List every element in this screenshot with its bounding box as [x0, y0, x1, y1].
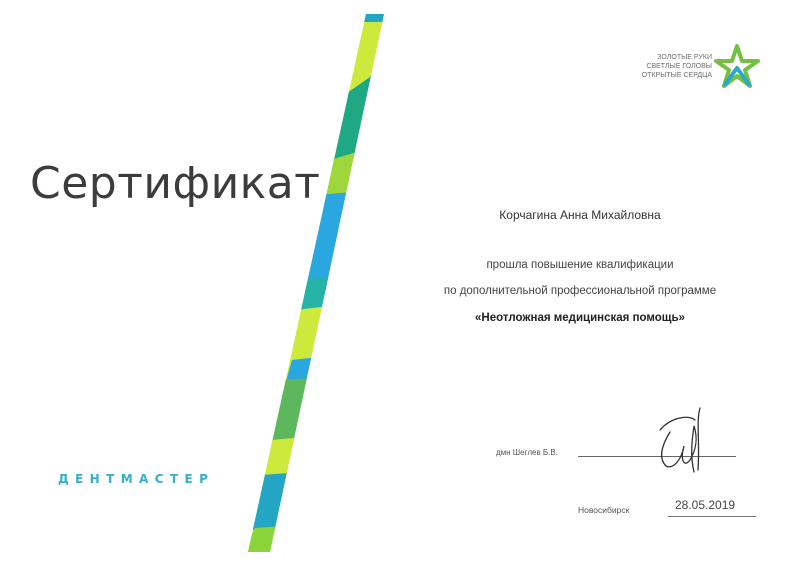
star-logo-icon — [714, 44, 760, 88]
handwritten-signature — [640, 400, 720, 480]
certificate-title: Сертификат — [30, 158, 321, 209]
logo — [620, 44, 760, 94]
slogan-line: ОТКРЫТЫЕ СЕРДЦА — [641, 72, 712, 79]
certificate-date: 28.05.2019 — [675, 498, 736, 512]
recipient-name: Корчагина Анна Михайловна — [499, 208, 661, 222]
certificate-text-line-2: по дополнительной профессиональной программе — [443, 285, 717, 297]
slogan-line: СВЕТЛЫЕ ГОЛОВЫ — [646, 63, 712, 70]
program-name: «Неотложная медицинская помощь» — [475, 312, 685, 324]
brand-name: ДЕНТМАСТЕР — [58, 472, 215, 486]
signer-name: дмн Шеглев Б.В. — [496, 448, 558, 457]
slogan-line: ЗОЛОТЫЕ РУКИ — [657, 54, 712, 61]
city: Новосибирск — [578, 505, 630, 515]
logo-slogan — [602, 53, 712, 80]
date-line — [668, 516, 756, 517]
certificate-text-line-1: прошла повышение квалификации — [486, 259, 674, 271]
